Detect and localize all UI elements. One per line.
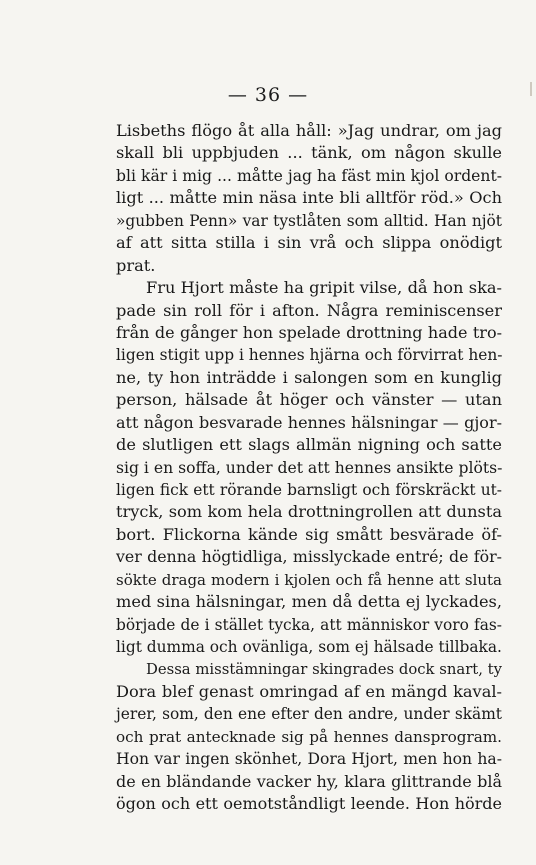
text-line: bli kär i mig ... måtte jag ha fäst min kjol ordent- [116, 166, 502, 185]
paragraph [116, 277, 502, 658]
paragraph [116, 120, 502, 277]
text-line: ver denna högtidliga, misslyckade entré; de för- [116, 547, 502, 567]
text-line: Hon var ingen skönhet, Dora Hjort, men hon ha- [116, 750, 502, 769]
text-line: de en bländande vacker hy, klara glittrande blå [116, 771, 502, 791]
body-text [116, 120, 502, 816]
text-line: person, hälsade åt höger och vänster — utan [116, 390, 502, 410]
text-line: af att sitta stilla i sin vrå och slippa onödigt [116, 233, 502, 253]
text-line: prat. [116, 255, 156, 275]
text-line: sökte draga modern i kjolen och få henne att sluta [116, 570, 502, 589]
text-line: Lisbeths flögo åt alla håll: »Jag undrar, om jag [116, 121, 502, 140]
text-line: och prat antecknade sig på hennes dansprogram. [116, 727, 502, 746]
text-line: sig i en soffa, under det att hennes ansikte plöts- [116, 458, 503, 477]
text-line: »gubben Penn» var tystlåten som alltid. Han njöt [116, 211, 502, 230]
text-line: från de gånger hon spelade drottning hade tro- [116, 322, 502, 342]
text-line: ligt dumma och ovänliga, som ej hälsade tillbaka. [116, 638, 502, 657]
text-line: jerer, som, den ene efter den andre, under skämt [116, 705, 502, 724]
text-line: Dessa misstämningar skingrades dock snart, ty [146, 660, 502, 678]
text-line: de slutligen ett slags allmän nigning och satte [116, 435, 502, 455]
text-line: ligt ... måtte min näsa inte bli alltför röd.» Och [116, 188, 502, 208]
text-line: Dora blef genast omringad af en mängd kaval- [116, 681, 502, 701]
text-line: tryck, som kom hela drottningrollen att dunsta [116, 502, 502, 522]
text-line: Fru Hjort måste ha gripit vilse, då hon ska- [146, 278, 502, 298]
text-line: ligen fick ett rörande barnsligt och förskräckt ut- [116, 481, 502, 499]
text-line: började de i stället tycka, att människor voro fas- [116, 615, 502, 634]
text-line: ligen stigit upp i hennes hjärna och förvirrat hen- [116, 346, 503, 365]
text-line: ne, ty hon inträdde i salongen som en kunglig [116, 367, 502, 387]
text-line: pade sin roll för i afton. Några reminiscenser [116, 300, 502, 320]
text-line: med sina hälsningar, men då detta ej lyckades, [116, 592, 502, 612]
page-number: — 36 — [227, 84, 309, 106]
text-line: bort. Flickorna kände sig smått besvärade öf- [116, 524, 502, 544]
text-line: att någon besvarade hennes hälsningar — gjor- [116, 412, 502, 432]
text-line: ögon och ett oemotståndligt leende. Hon hörde [116, 794, 502, 814]
paragraph [116, 659, 502, 816]
text-line: skall bli uppbjuden ... tänk, om någon skulle [116, 143, 502, 163]
